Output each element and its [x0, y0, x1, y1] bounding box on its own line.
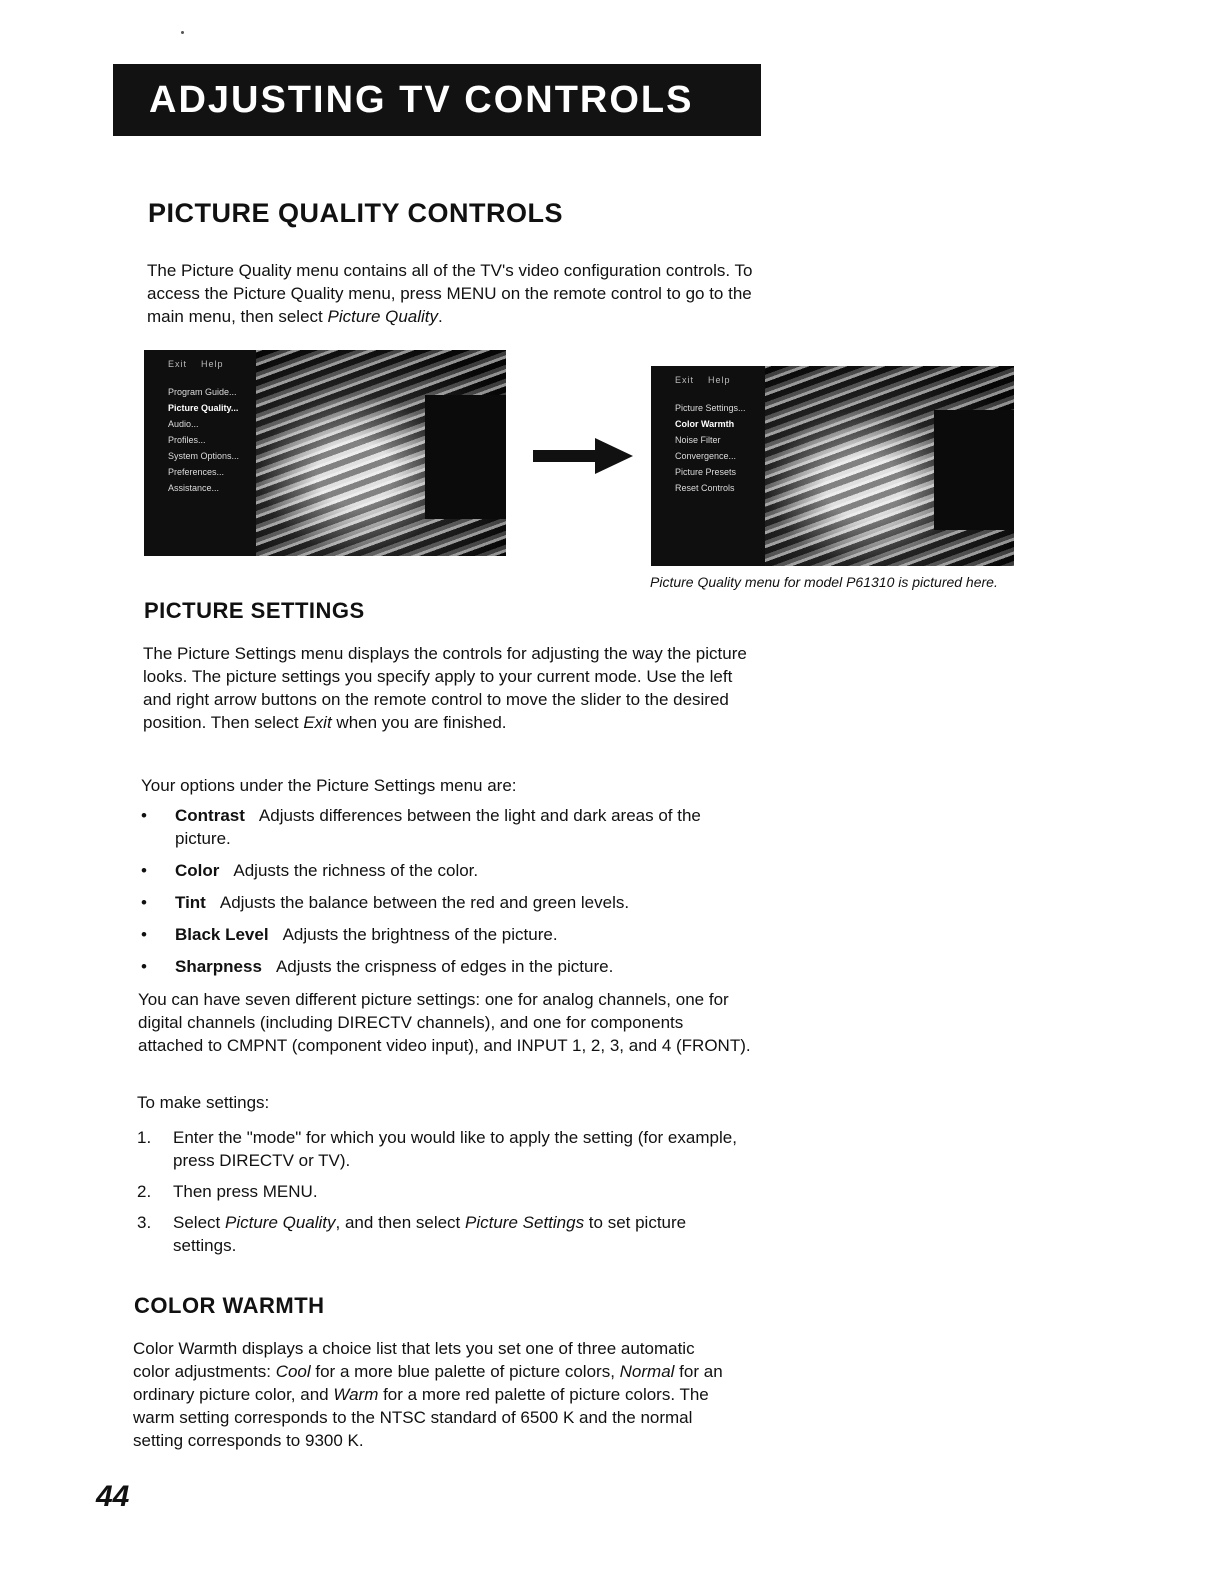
- page-banner: [113, 64, 761, 136]
- tv-picture-image: [254, 350, 506, 556]
- picture-quality-heading: PICTURE QUALITY CONTROLS: [148, 198, 564, 228]
- steps-list: [137, 1126, 752, 1265]
- menu-item: System Options...: [168, 451, 240, 461]
- menu-item: Picture Presets: [675, 467, 737, 477]
- list-item: 3. Select Picture Quality, and then select Picture Settings to set picture settings.: [137, 1213, 687, 1255]
- list-item: 2. Then press MENU.: [137, 1182, 318, 1201]
- list-item: • Black Level Adjusts the brightness of the picture.: [141, 925, 558, 944]
- picture-settings-heading: PICTURE SETTINGS: [144, 598, 365, 623]
- scan-speck: [181, 31, 184, 34]
- menu-item: Convergence...: [675, 451, 737, 461]
- arrow-right-icon: [533, 438, 633, 474]
- menu-item-selected: Color Warmth: [675, 419, 735, 429]
- color-warmth-paragraph: Color Warmth displays a choice list that lets you set one of three automatic color adjustments: Cool for a more blue palette of picture colors, Normal for an ordinary picture color, and Warm for a more red palette of picture colors. The warm setting corresponds to the NTSC standard of 6500 K and the normal setting corresponds to 9300 K.: [133, 1339, 723, 1450]
- menu-item: Profiles...: [168, 435, 206, 445]
- screenshot-caption: Picture Quality menu for model P61310 is pictured here.: [650, 574, 998, 590]
- menu-item: Program Guide...: [168, 387, 237, 397]
- picture-quality-menu-overlay: Exit Help Picture Settings... Color Warmth Noise Filter Convergence... Picture Presets Reset Controls: [651, 366, 765, 566]
- menu-item-selected: Picture Quality...: [168, 403, 239, 413]
- banner-title: ADJUSTING TV CONTROLS: [149, 78, 694, 121]
- menu-item: Noise Filter: [675, 435, 721, 445]
- steps-lead: To make settings:: [137, 1093, 270, 1112]
- list-item: • Sharpness Adjusts the crispness of edges in the picture.: [141, 957, 614, 976]
- options-lead: Your options under the Picture Settings menu are:: [141, 776, 517, 795]
- picture-quality-paragraph: The Picture Quality menu contains all of the TV's video configuration controls. To access the Picture Quality menu, press MENU on the remote control to go to the main menu, then select Picture Quality.: [147, 261, 753, 326]
- menu-item: Audio...: [168, 419, 199, 429]
- color-warmth-heading: COLOR WARMTH: [134, 1293, 325, 1318]
- seven-settings-paragraph: You can have seven different picture settings: one for analog channels, one for digital channels (including DIRECTV channels), and one for components attached to CMPNT (component video input), and INPUT 1, 2, 3, and 4 (FRONT).: [138, 990, 751, 1055]
- options-list: [141, 804, 751, 987]
- tv-picture-image: [763, 366, 1014, 566]
- main-menu-screenshot: [144, 350, 506, 556]
- picture-settings-intro: The Picture Settings menu displays the controls for adjusting the way the picture looks. The picture settings you specify apply to your current mode. Use the left and right arrow buttons on the remote control to move the slider to the desired position. Then select Exit when you are finished.: [143, 644, 747, 732]
- menu-item: Reset Controls: [675, 483, 735, 493]
- list-item: • Color Adjusts the richness of the color.: [141, 861, 479, 880]
- list-item: 1. Enter the "mode" for which you would like to apply the setting (for example, press DIRECTV or TV).: [137, 1128, 737, 1170]
- menu-item: Assistance...: [168, 483, 220, 493]
- main-menu-overlay: Exit Help Program Guide... Picture Quality... Audio... Profiles... System Options... Preferences... Assistance...: [144, 350, 256, 556]
- menu-item: Picture Settings...: [675, 403, 746, 413]
- list-item: • Tint Adjusts the balance between the red and green levels.: [141, 893, 630, 912]
- list-item: • Contrast Adjusts differences between the light and dark areas of the picture.: [141, 806, 701, 848]
- page-number: 44: [96, 1480, 130, 1513]
- menu-item: Preferences...: [168, 467, 225, 477]
- picture-quality-menu-screenshot: [651, 366, 1014, 566]
